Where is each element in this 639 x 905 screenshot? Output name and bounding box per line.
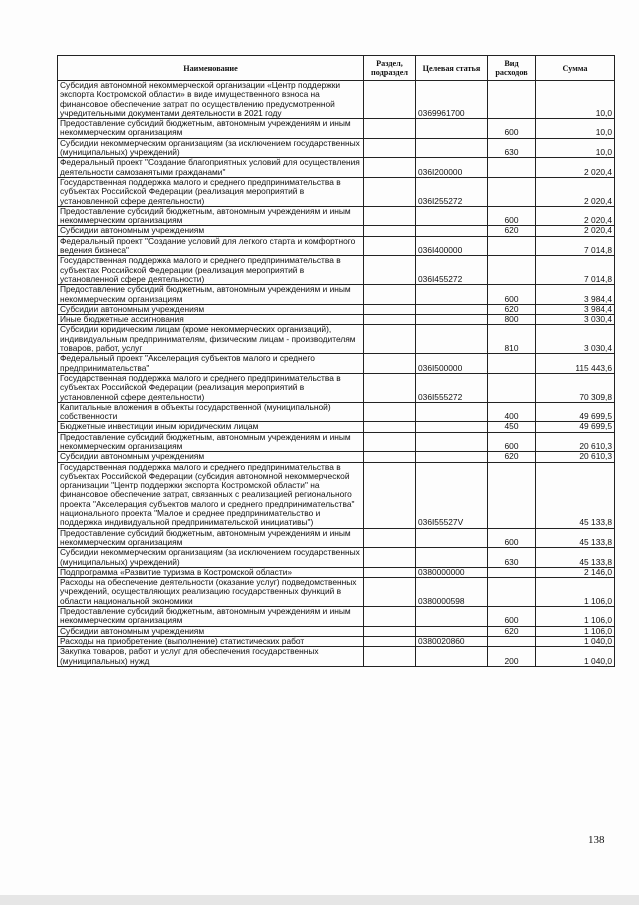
cell-sum: 3 984,4 — [536, 304, 615, 314]
cell-name: Капитальные вложения в объекты государственной (муниципальной) собственности — [58, 402, 364, 422]
cell-expense — [488, 462, 536, 528]
cell-sum: 7 014,8 — [536, 236, 615, 256]
header-section: Раздел, подраздел — [364, 56, 416, 81]
cell-expense: 630 — [488, 548, 536, 568]
cell-expense: 630 — [488, 138, 536, 158]
cell-expense — [488, 578, 536, 607]
table-row — [58, 81, 615, 119]
scan-bottom-edge — [0, 895, 639, 905]
cell-section — [364, 256, 416, 285]
cell-section — [364, 432, 416, 452]
cell-name: Федеральный проект "Создание благоприятных условий для осуществления деятельности самозанятыми гражданами" — [58, 158, 364, 178]
cell-section — [364, 236, 416, 256]
cell-sum: 2 020,4 — [536, 177, 615, 206]
cell-expense — [488, 567, 536, 577]
cell-target: 0380000598 — [416, 578, 488, 607]
cell-target: 0380000000 — [416, 567, 488, 577]
cell-target — [416, 325, 488, 354]
cell-expense: 620 — [488, 452, 536, 462]
cell-section — [364, 373, 416, 402]
cell-target: 036I400000 — [416, 236, 488, 256]
cell-expense: 600 — [488, 285, 536, 305]
table-row — [58, 354, 615, 374]
cell-name: Субсидии некоммерческим организациям (за исключением государственных (муниципальных) учреждений) — [58, 548, 364, 568]
page-number: 138 — [588, 834, 605, 846]
table-row — [58, 636, 615, 646]
cell-sum: 49 699,5 — [536, 402, 615, 422]
table-row — [58, 647, 615, 667]
cell-sum: 7 014,8 — [536, 256, 615, 285]
cell-section — [364, 226, 416, 236]
cell-section — [364, 138, 416, 158]
cell-sum: 2 020,4 — [536, 226, 615, 236]
cell-name: Субсидии автономным учреждениям — [58, 226, 364, 236]
cell-target — [416, 452, 488, 462]
header-target: Целевая статья — [416, 56, 488, 81]
cell-section — [364, 206, 416, 226]
cell-target — [416, 304, 488, 314]
table-row — [58, 373, 615, 402]
header-name: Наименование — [58, 56, 364, 81]
cell-name: Субсидии автономным учреждениям — [58, 452, 364, 462]
cell-expense: 600 — [488, 607, 536, 627]
cell-sum: 2 146,0 — [536, 567, 615, 577]
cell-name: Бюджетные инвестиции иным юридическим лицам — [58, 422, 364, 432]
cell-name: Расходы на приобретение (выполнение) статистических работ — [58, 636, 364, 646]
cell-target: 036I555272 — [416, 373, 488, 402]
cell-target — [416, 119, 488, 139]
cell-sum: 45 133,8 — [536, 462, 615, 528]
table-row — [58, 607, 615, 627]
cell-sum: 115 443,6 — [536, 354, 615, 374]
cell-target: 036I200000 — [416, 158, 488, 178]
cell-section — [364, 315, 416, 325]
table-row — [58, 138, 615, 158]
cell-name: Предоставление субсидий бюджетным, автономным учреждениям и иным некоммерческим организациям — [58, 206, 364, 226]
cell-target — [416, 402, 488, 422]
cell-section — [364, 177, 416, 206]
table-row — [58, 462, 615, 528]
table-row — [58, 119, 615, 139]
cell-name: Субсидии автономным учреждениям — [58, 304, 364, 314]
cell-target: 0369961700 — [416, 81, 488, 119]
table-row — [58, 452, 615, 462]
table-row — [58, 567, 615, 577]
table-row — [58, 256, 615, 285]
cell-target: 036I455272 — [416, 256, 488, 285]
table-row — [58, 325, 615, 354]
cell-expense: 600 — [488, 528, 536, 548]
table-row — [58, 528, 615, 548]
table-row — [58, 177, 615, 206]
cell-sum: 1 040,0 — [536, 636, 615, 646]
cell-expense — [488, 256, 536, 285]
table-row — [58, 548, 615, 568]
cell-section — [364, 578, 416, 607]
cell-expense: 600 — [488, 119, 536, 139]
cell-target: 036I255272 — [416, 177, 488, 206]
cell-name: Предоставление субсидий бюджетным, автономным учреждениям и иным некоммерческим организациям — [58, 528, 364, 548]
cell-sum: 45 133,8 — [536, 548, 615, 568]
cell-section — [364, 567, 416, 577]
cell-target — [416, 647, 488, 667]
cell-section — [364, 285, 416, 305]
cell-name: Государственная поддержка малого и среднего предпринимательства в субъектах Российской Федерации (реализация мероприятий в установленной сфере деятельности) — [58, 373, 364, 402]
cell-sum: 20 610,3 — [536, 452, 615, 462]
table-header-row — [58, 56, 615, 81]
cell-sum: 3 030,4 — [536, 325, 615, 354]
cell-sum: 20 610,3 — [536, 432, 615, 452]
cell-section — [364, 626, 416, 636]
cell-sum: 2 020,4 — [536, 206, 615, 226]
cell-name: Государственная поддержка малого и среднего предпринимательства в субъектах Российской Федерации (реализация мероприятий в установленной сфере деятельности) — [58, 256, 364, 285]
cell-section — [364, 528, 416, 548]
cell-target — [416, 315, 488, 325]
table-row — [58, 158, 615, 178]
cell-expense: 620 — [488, 626, 536, 636]
cell-sum: 70 309,8 — [536, 373, 615, 402]
cell-sum: 2 020,4 — [536, 158, 615, 178]
table-row — [58, 304, 615, 314]
cell-target: 036I500000 — [416, 354, 488, 374]
cell-sum: 3 030,4 — [536, 315, 615, 325]
cell-section — [364, 452, 416, 462]
cell-section — [364, 607, 416, 627]
cell-sum: 10,0 — [536, 81, 615, 119]
cell-section — [364, 422, 416, 432]
cell-target — [416, 422, 488, 432]
cell-expense: 400 — [488, 402, 536, 422]
table-row — [58, 236, 615, 256]
cell-section — [364, 354, 416, 374]
table-row — [58, 402, 615, 422]
table-row — [58, 226, 615, 236]
cell-sum: 1 106,0 — [536, 626, 615, 636]
cell-expense — [488, 373, 536, 402]
budget-table — [57, 55, 615, 667]
cell-name: Субсидии некоммерческим организациям (за исключением государственных (муниципальных) учреждений) — [58, 138, 364, 158]
table-row — [58, 626, 615, 636]
cell-expense: 810 — [488, 325, 536, 354]
cell-expense — [488, 236, 536, 256]
cell-expense — [488, 354, 536, 374]
cell-target — [416, 285, 488, 305]
cell-target — [416, 548, 488, 568]
cell-expense: 800 — [488, 315, 536, 325]
cell-target: 036I55527V — [416, 462, 488, 528]
cell-target — [416, 626, 488, 636]
header-sum: Сумма — [536, 56, 615, 81]
cell-section — [364, 119, 416, 139]
cell-name: Предоставление субсидий бюджетным, автономным учреждениям и иным некоммерческим организациям — [58, 119, 364, 139]
header-expense: Вид расходов — [488, 56, 536, 81]
table-row — [58, 578, 615, 607]
cell-target — [416, 528, 488, 548]
table-row — [58, 285, 615, 305]
cell-name: Закупка товаров, работ и услуг для обеспечения государственных (муниципальных) нужд — [58, 647, 364, 667]
cell-name: Федеральный проект "Создание условий для легкого старта и комфортного ведения бизнеса" — [58, 236, 364, 256]
cell-expense: 600 — [488, 432, 536, 452]
cell-sum: 10,0 — [536, 119, 615, 139]
cell-sum: 3 984,4 — [536, 285, 615, 305]
cell-sum: 1 106,0 — [536, 607, 615, 627]
cell-name: Предоставление субсидий бюджетным, автономным учреждениям и иным некоммерческим организациям — [58, 432, 364, 452]
cell-sum: 45 133,8 — [536, 528, 615, 548]
cell-section — [364, 462, 416, 528]
cell-section — [364, 158, 416, 178]
cell-name: Иные бюджетные ассигнования — [58, 315, 364, 325]
cell-section — [364, 325, 416, 354]
cell-section — [364, 548, 416, 568]
cell-expense: 620 — [488, 226, 536, 236]
cell-name: Предоставление субсидий бюджетным, автономным учреждениям и иным некоммерческим организациям — [58, 607, 364, 627]
cell-target — [416, 226, 488, 236]
cell-name: Государственная поддержка малого и среднего предпринимательства в субъектах Российской Федерации (реализация мероприятий в установленной сфере деятельности) — [58, 177, 364, 206]
cell-section — [364, 304, 416, 314]
table-row — [58, 432, 615, 452]
cell-target — [416, 138, 488, 158]
cell-section — [364, 81, 416, 119]
cell-target — [416, 607, 488, 627]
cell-section — [364, 647, 416, 667]
cell-target: 0380020860 — [416, 636, 488, 646]
cell-expense — [488, 177, 536, 206]
cell-name: Предоставление субсидий бюджетным, автономным учреждениям и иным некоммерческим организациям — [58, 285, 364, 305]
table-row — [58, 422, 615, 432]
cell-name: Субсидии юридическим лицам (кроме некоммерческих организаций), индивидуальным предпринимателям, физическим лицам - производителям товаров, работ, услуг — [58, 325, 364, 354]
cell-sum: 1 040,0 — [536, 647, 615, 667]
cell-target — [416, 206, 488, 226]
cell-name: Субсидия автономной некоммерческой организации «Центр поддержки экспорта Костромской области» в виде имущественного взноса на финансовое обеспечение затрат по осуществлению предусмотренной учредительными документами деятельности в 2021 году — [58, 81, 364, 119]
cell-name: Подпрограмма «Развитие туризма в Костромской области» — [58, 567, 364, 577]
cell-expense — [488, 158, 536, 178]
table-row — [58, 315, 615, 325]
cell-section — [364, 636, 416, 646]
cell-name: Субсидии автономным учреждениям — [58, 626, 364, 636]
cell-expense — [488, 81, 536, 119]
cell-name: Расходы на обеспечение деятельности (оказание услуг) подведомственных учреждений, осуществляющих реализацию государственных функций в области национальной экономики — [58, 578, 364, 607]
cell-expense: 200 — [488, 647, 536, 667]
cell-section — [364, 402, 416, 422]
cell-sum: 1 106,0 — [536, 578, 615, 607]
cell-expense: 450 — [488, 422, 536, 432]
cell-expense: 620 — [488, 304, 536, 314]
cell-sum: 10,0 — [536, 138, 615, 158]
cell-target — [416, 432, 488, 452]
cell-expense: 600 — [488, 206, 536, 226]
table-row — [58, 206, 615, 226]
cell-sum: 49 699,5 — [536, 422, 615, 432]
cell-name: Федеральный проект "Акселерация субъектов малого и среднего предпринимательства" — [58, 354, 364, 374]
cell-name: Государственная поддержка малого и среднего предпринимательства в субъектах Российской Федерации (субсидия автономной некоммерческой организации "Центр поддержки экспорта Костромской области" на финансовое обеспечение затрат, связанных с реализацией регионального проекта "Акселерация субъектов малого и среднего предпринимательства" национального проекта "Малое и среднее предпринимательство и поддержка индивидуальной предпринимательской инициативы") — [58, 462, 364, 528]
cell-expense — [488, 636, 536, 646]
